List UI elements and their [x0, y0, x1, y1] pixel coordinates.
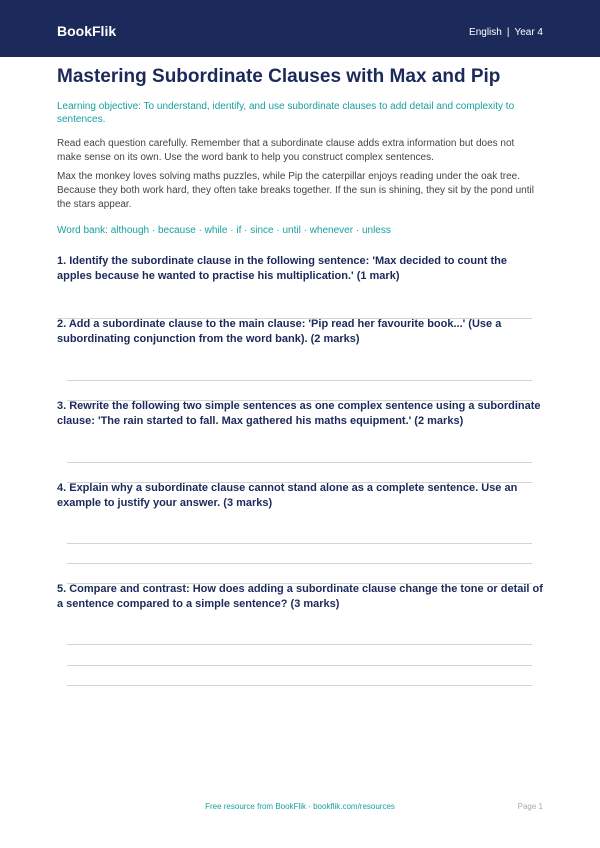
answer-line[interactable]: [67, 380, 532, 381]
subject-year-label: English | Year 4: [469, 27, 543, 38]
question-2: 2. Add a subordinate clause to the main clause: 'Pip read her favourite book...' (Use a subordinating conjunction from the word bank). (2 marks): [57, 318, 502, 345]
worksheet-title: Mastering Subordinate Clauses with Max and Pip: [57, 66, 501, 87]
question-5: 5. Compare and contrast: How does adding a subordinate clause change the tone or detail of a sentence compared to a simple sentence? (3 marks): [57, 583, 543, 610]
answer-line[interactable]: [67, 685, 532, 686]
page-number: Page 1: [517, 802, 543, 811]
question-1: 1. Identify the subordinate clause in the following sentence: 'Max decided to count the apples because he wanted to practise his multiplication.' (1 mark): [57, 255, 508, 282]
answer-line[interactable]: [67, 563, 532, 564]
site-header: [0, 0, 600, 57]
subject-label: English: [469, 27, 502, 38]
learning-objective: Learning objective: To understand, identify, and use subordinate clauses to add detail and complexity to sentences.: [57, 101, 515, 125]
footer-link[interactable]: Free resource from BookFlik · bookflik.com/resources: [205, 802, 395, 811]
word-bank: Word bank: although · because · while · if · since · until · whenever · unless: [57, 225, 391, 236]
answer-line[interactable]: [67, 462, 532, 463]
question-4: 4. Explain why a subordinate clause cannot stand alone as a complete sentence. Use an example to justify your answer. (3 marks): [57, 482, 518, 509]
brand-logo[interactable]: BookFlik: [57, 23, 117, 39]
question-3: 3. Rewrite the following two simple sentences as one complex sentence using a subordinate clause: 'The rain started to fall. Max gathered his maths equipment.' (2 marks): [57, 400, 541, 427]
answer-line[interactable]: [67, 543, 532, 544]
story-text: Max the monkey loves solving maths puzzles, while Pip the caterpillar enjoys reading under the oak tree. Because they both work hard, they often take breaks together. If the sun is shining, they sit by the pond until the stars appear.: [57, 171, 534, 210]
instructions-text: Read each question carefully. Remember that a subordinate clause adds extra information but does not make sense on its own. Use the word bank to help you construct complex sentences.: [57, 138, 515, 163]
year-label: Year 4: [514, 27, 543, 38]
answer-line[interactable]: [67, 644, 532, 645]
answer-line[interactable]: [67, 665, 532, 666]
